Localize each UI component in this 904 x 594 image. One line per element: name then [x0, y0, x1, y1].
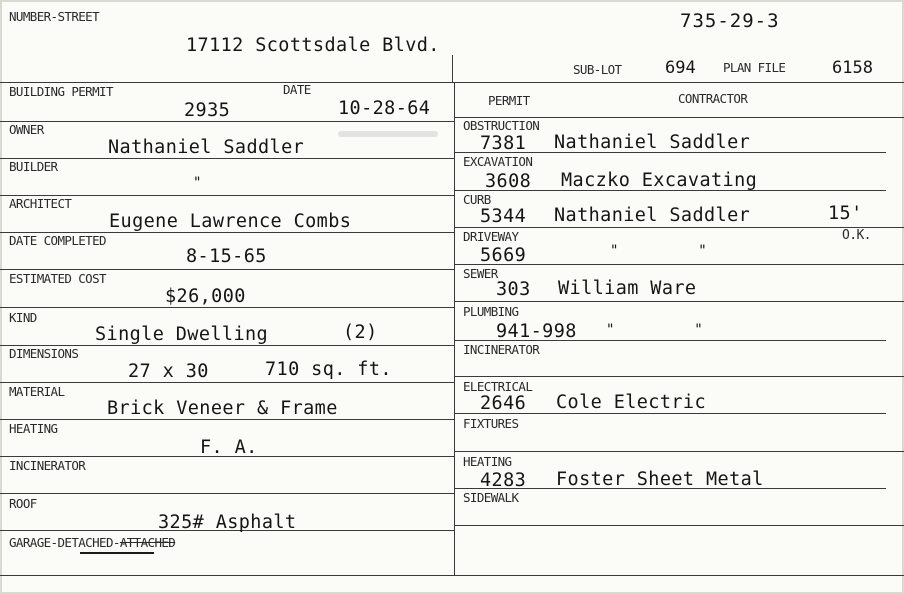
plumbing-label: PLUMBING: [463, 304, 519, 319]
detached-underline: [80, 552, 154, 554]
material-value: Brick Veneer & Frame: [107, 398, 338, 419]
garage-label: [9, 536, 175, 550]
top-rule: [0, 82, 904, 83]
plan-file-label: PLAN FILE: [723, 60, 786, 75]
building-permit-value: 2935: [184, 100, 231, 121]
curb-permit: 5344: [480, 206, 527, 227]
dimensions-label: DIMENSIONS: [9, 346, 79, 361]
sewer-label: SEWER: [463, 266, 498, 281]
date-label: DATE: [283, 82, 311, 97]
curb-label: CURB: [463, 192, 491, 207]
driveway-permit: 5669: [480, 245, 527, 266]
incinerator-label: INCINERATOR: [9, 458, 86, 473]
top-divider-stub: [452, 55, 453, 82]
roof-label: ROOF: [9, 496, 37, 511]
right-rule: [454, 301, 904, 302]
contractor-column-header: CONTRACTOR: [678, 91, 748, 106]
obstruction-contractor: Nathaniel Saddler: [554, 132, 751, 153]
fixtures-label: FIXTURES: [463, 416, 519, 431]
architect-value: Eugene Lawrence Combs: [109, 211, 352, 232]
excavation-permit: 3608: [485, 171, 532, 192]
driveway-note: O.K.: [842, 228, 871, 243]
excavation-contractor: Maczko Excavating: [561, 170, 758, 191]
left-rule: [0, 269, 454, 270]
right-rule: [454, 525, 904, 526]
garage-detached-text: GARAGE-DETACHED-: [9, 535, 120, 550]
material-label: MATERIAL: [9, 384, 65, 399]
roof-value: 325# Asphalt: [158, 512, 297, 533]
sub-lot-label: SUB-LOT: [573, 62, 622, 77]
heating-value: F. A.: [200, 437, 258, 458]
heating-label: HEATING: [9, 421, 58, 436]
curb-contractor: Nathaniel Saddler: [554, 205, 751, 226]
building-permit-label: BUILDING PERMIT: [9, 84, 113, 99]
builder-label: BUILDER: [9, 159, 58, 174]
ink-smudge: [338, 131, 438, 137]
left-rule: [0, 382, 454, 383]
plumbing-contractor: " ": [606, 322, 704, 338]
number-street-value: 17112 Scottsdale Blvd.: [186, 35, 440, 56]
kind-count: (2): [343, 322, 378, 343]
obstruction-label: OBSTRUCTION: [463, 118, 540, 133]
dimensions-value: 27 x 30: [128, 361, 209, 382]
driveway-label: DRIVEWAY: [463, 229, 519, 244]
architect-label: ARCHITECT: [9, 196, 72, 211]
left-rule: [0, 493, 454, 494]
sub-lot-value: 694: [665, 58, 696, 78]
estimated-cost-label: ESTIMATED COST: [9, 271, 106, 286]
heating-right-label: HEATING: [463, 454, 512, 469]
date-completed-label: DATE COMPLETED: [9, 233, 106, 248]
kind-value: Single Dwelling: [95, 324, 269, 345]
incinerator-right-label: INCINERATOR: [463, 342, 540, 357]
electrical-permit: 2646: [480, 393, 527, 414]
excavation-label: EXCAVATION: [463, 154, 533, 169]
electrical-label: ELECTRICAL: [463, 379, 533, 394]
date-completed-value: 8-15-65: [186, 246, 267, 267]
sewer-contractor: William Ware: [558, 278, 697, 299]
owner-label: OWNER: [9, 122, 44, 137]
number-street-label: NUMBER-STREET: [9, 9, 100, 24]
center-divider: [454, 82, 455, 576]
sewer-permit: 303: [496, 279, 531, 300]
electrical-contractor: Cole Electric: [556, 392, 706, 413]
heating-right-contractor: Foster Sheet Metal: [556, 469, 764, 490]
date-value: 10-28-64: [338, 98, 431, 119]
driveway-contractor: " ": [610, 243, 708, 259]
estimated-cost-value: $26,000: [165, 286, 246, 307]
right-rule: [454, 451, 904, 452]
parcel-number: 735-29-3: [680, 10, 780, 32]
bottom-rule: [0, 575, 904, 576]
heating-right-permit: 4283: [480, 470, 527, 491]
owner-value: Nathaniel Saddler: [108, 137, 305, 158]
plan-file-value: 6158: [832, 58, 873, 78]
right-rule: [454, 376, 904, 377]
kind-label: KIND: [9, 310, 37, 325]
dimensions-area: 710 sq. ft.: [265, 359, 392, 380]
plumbing-permit: 941-998: [496, 321, 577, 342]
curb-note: 15': [828, 203, 863, 224]
builder-value: ": [193, 175, 202, 191]
permit-column-header: PERMIT: [488, 93, 530, 108]
sidewalk-label: SIDEWALK: [463, 490, 519, 505]
obstruction-permit: 7381: [480, 133, 527, 154]
garage-attached-struck: ATTACHED: [119, 535, 176, 550]
